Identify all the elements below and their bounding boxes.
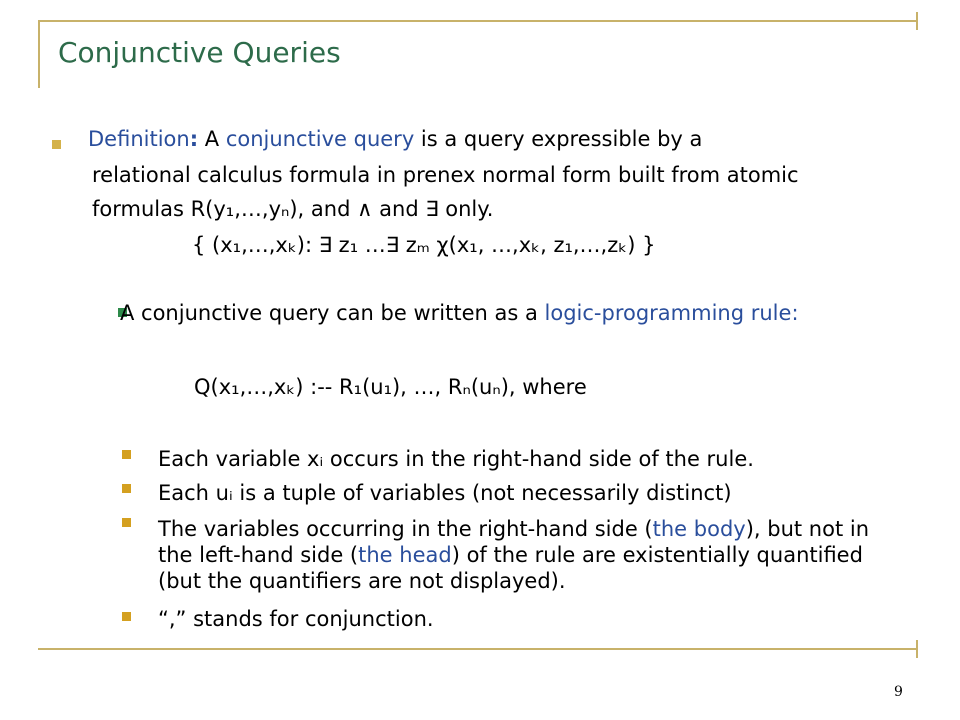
subpoint-3	[158, 516, 898, 594]
subpoint-3-text-a: The variables occurring in the right-hand side (	[158, 517, 653, 541]
definition-term-2: conjunctive query	[225, 127, 415, 151]
frame-bottom-tick	[916, 640, 918, 658]
bullet-icon	[122, 450, 131, 459]
bullet-icon	[122, 484, 131, 493]
definition-colon: :	[189, 127, 199, 151]
page-number: 9	[894, 684, 903, 700]
definition-line-2: relational calculus formula in prenex normal form built from atomic	[92, 163, 799, 187]
subpoint-2: Each uᵢ is a tuple of variables (not necessarily distinct)	[158, 481, 732, 505]
subpoint-3-body: the body	[652, 517, 746, 541]
bullet-icon	[122, 518, 131, 527]
subpoint-3-text-b: ), but not in the left-hand side (	[158, 517, 870, 567]
definition-text-b: is a query expressible by a	[414, 127, 703, 151]
definition-line-3: formulas R(y₁,…,yₙ), and ∧ and ∃ only.	[92, 197, 494, 221]
subpoint-3-text-c: ) of the rule are existentially quantified (but the quantifiers are not displayed).	[158, 543, 863, 593]
subpoint-4: “,” stands for conjunction.	[158, 607, 434, 631]
frame-bottom-line	[38, 648, 918, 650]
definition-term: Definition	[88, 127, 190, 151]
subpoint-1: Each variable xᵢ occurs in the right-hand side of the rule.	[158, 447, 754, 471]
bullet-icon	[122, 612, 131, 621]
bullet-icon	[52, 140, 61, 149]
frame-left-line	[38, 20, 40, 88]
rule-point-text-a: A conjunctive query can be written as a	[120, 301, 545, 325]
rule-point-colon: :	[791, 301, 799, 325]
rule-formula: Q(x₁,…,xₖ) :-- R₁(u₁), …, Rₙ(uₙ), where	[194, 375, 587, 399]
definition-formula: { (x₁,…,xₖ): ∃ z₁ …∃ zₘ χ(x₁, …,xₖ, z₁,…,zₖ) }	[192, 233, 656, 257]
subpoint-3-head: the head	[358, 543, 452, 567]
rule-point-term: logic-programming rule	[544, 301, 792, 325]
definition-text-a: A	[198, 127, 226, 151]
frame-right-tick	[916, 12, 918, 30]
frame-top-line	[38, 20, 918, 22]
definition-line-1	[88, 126, 702, 152]
rule-point-text	[120, 300, 799, 326]
slide-title: Conjunctive Queries	[58, 36, 341, 69]
